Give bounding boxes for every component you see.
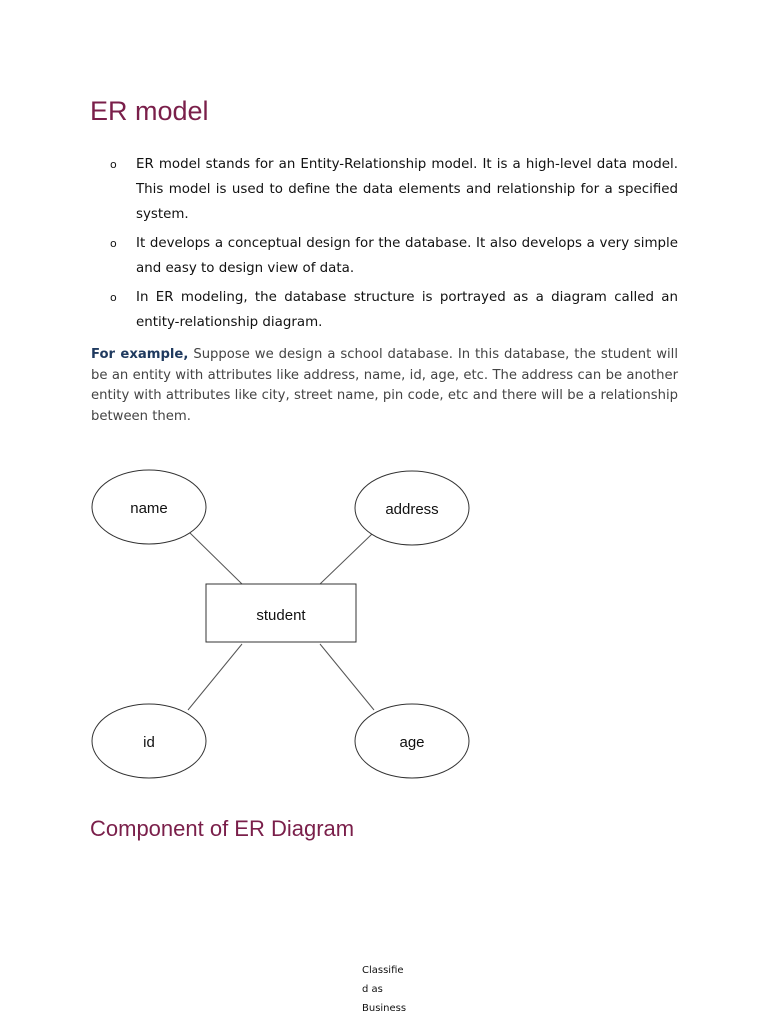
- example-lead: For example,: [91, 347, 189, 362]
- attribute-label-age: age: [399, 734, 425, 751]
- attribute-label-id: id: [143, 734, 155, 751]
- er-diagram: [0, 440, 768, 810]
- bullet-marker: o: [110, 237, 117, 250]
- bullet-list: [110, 152, 678, 339]
- connector-line: [320, 644, 374, 710]
- page-title: ER model: [90, 96, 209, 126]
- footer-line: Business: [362, 1003, 407, 1014]
- entity-label-student: student: [256, 607, 306, 624]
- connector-line: [188, 644, 242, 710]
- list-item-text: In ER modeling, the database structure is portrayed as a diagram called an entity-relationship diagram.: [136, 290, 678, 330]
- list-item: [110, 231, 678, 281]
- section-heading: Component of ER Diagram: [90, 816, 355, 841]
- footer-line: d as: [362, 984, 383, 995]
- connector-line: [190, 533, 242, 584]
- attribute-label-address: address: [385, 501, 439, 518]
- attribute-label-name: name: [130, 500, 168, 517]
- classification-footer: [362, 961, 422, 1018]
- list-item: [110, 285, 678, 335]
- example-paragraph: [91, 345, 678, 427]
- footer-line: Classifie: [362, 965, 404, 976]
- bullet-marker: o: [110, 158, 117, 171]
- list-item-text: It develops a conceptual design for the database. It also develops a very simple and easy to design view of data.: [136, 236, 678, 276]
- list-item: [110, 152, 678, 227]
- example-text: Suppose we design a school database. In this database, the student will be an entity with attributes like address, name, id, age, etc. The address can be another entity with attributes like city, street name, pin code, etc and there will be a relationship between them.: [91, 347, 678, 424]
- list-item-text: ER model stands for an Entity-Relationship model. It is a high-level data model. This model is used to define the data elements and relationship for a specified system.: [136, 157, 678, 222]
- connector-line: [320, 534, 372, 584]
- bullet-marker: o: [110, 291, 117, 304]
